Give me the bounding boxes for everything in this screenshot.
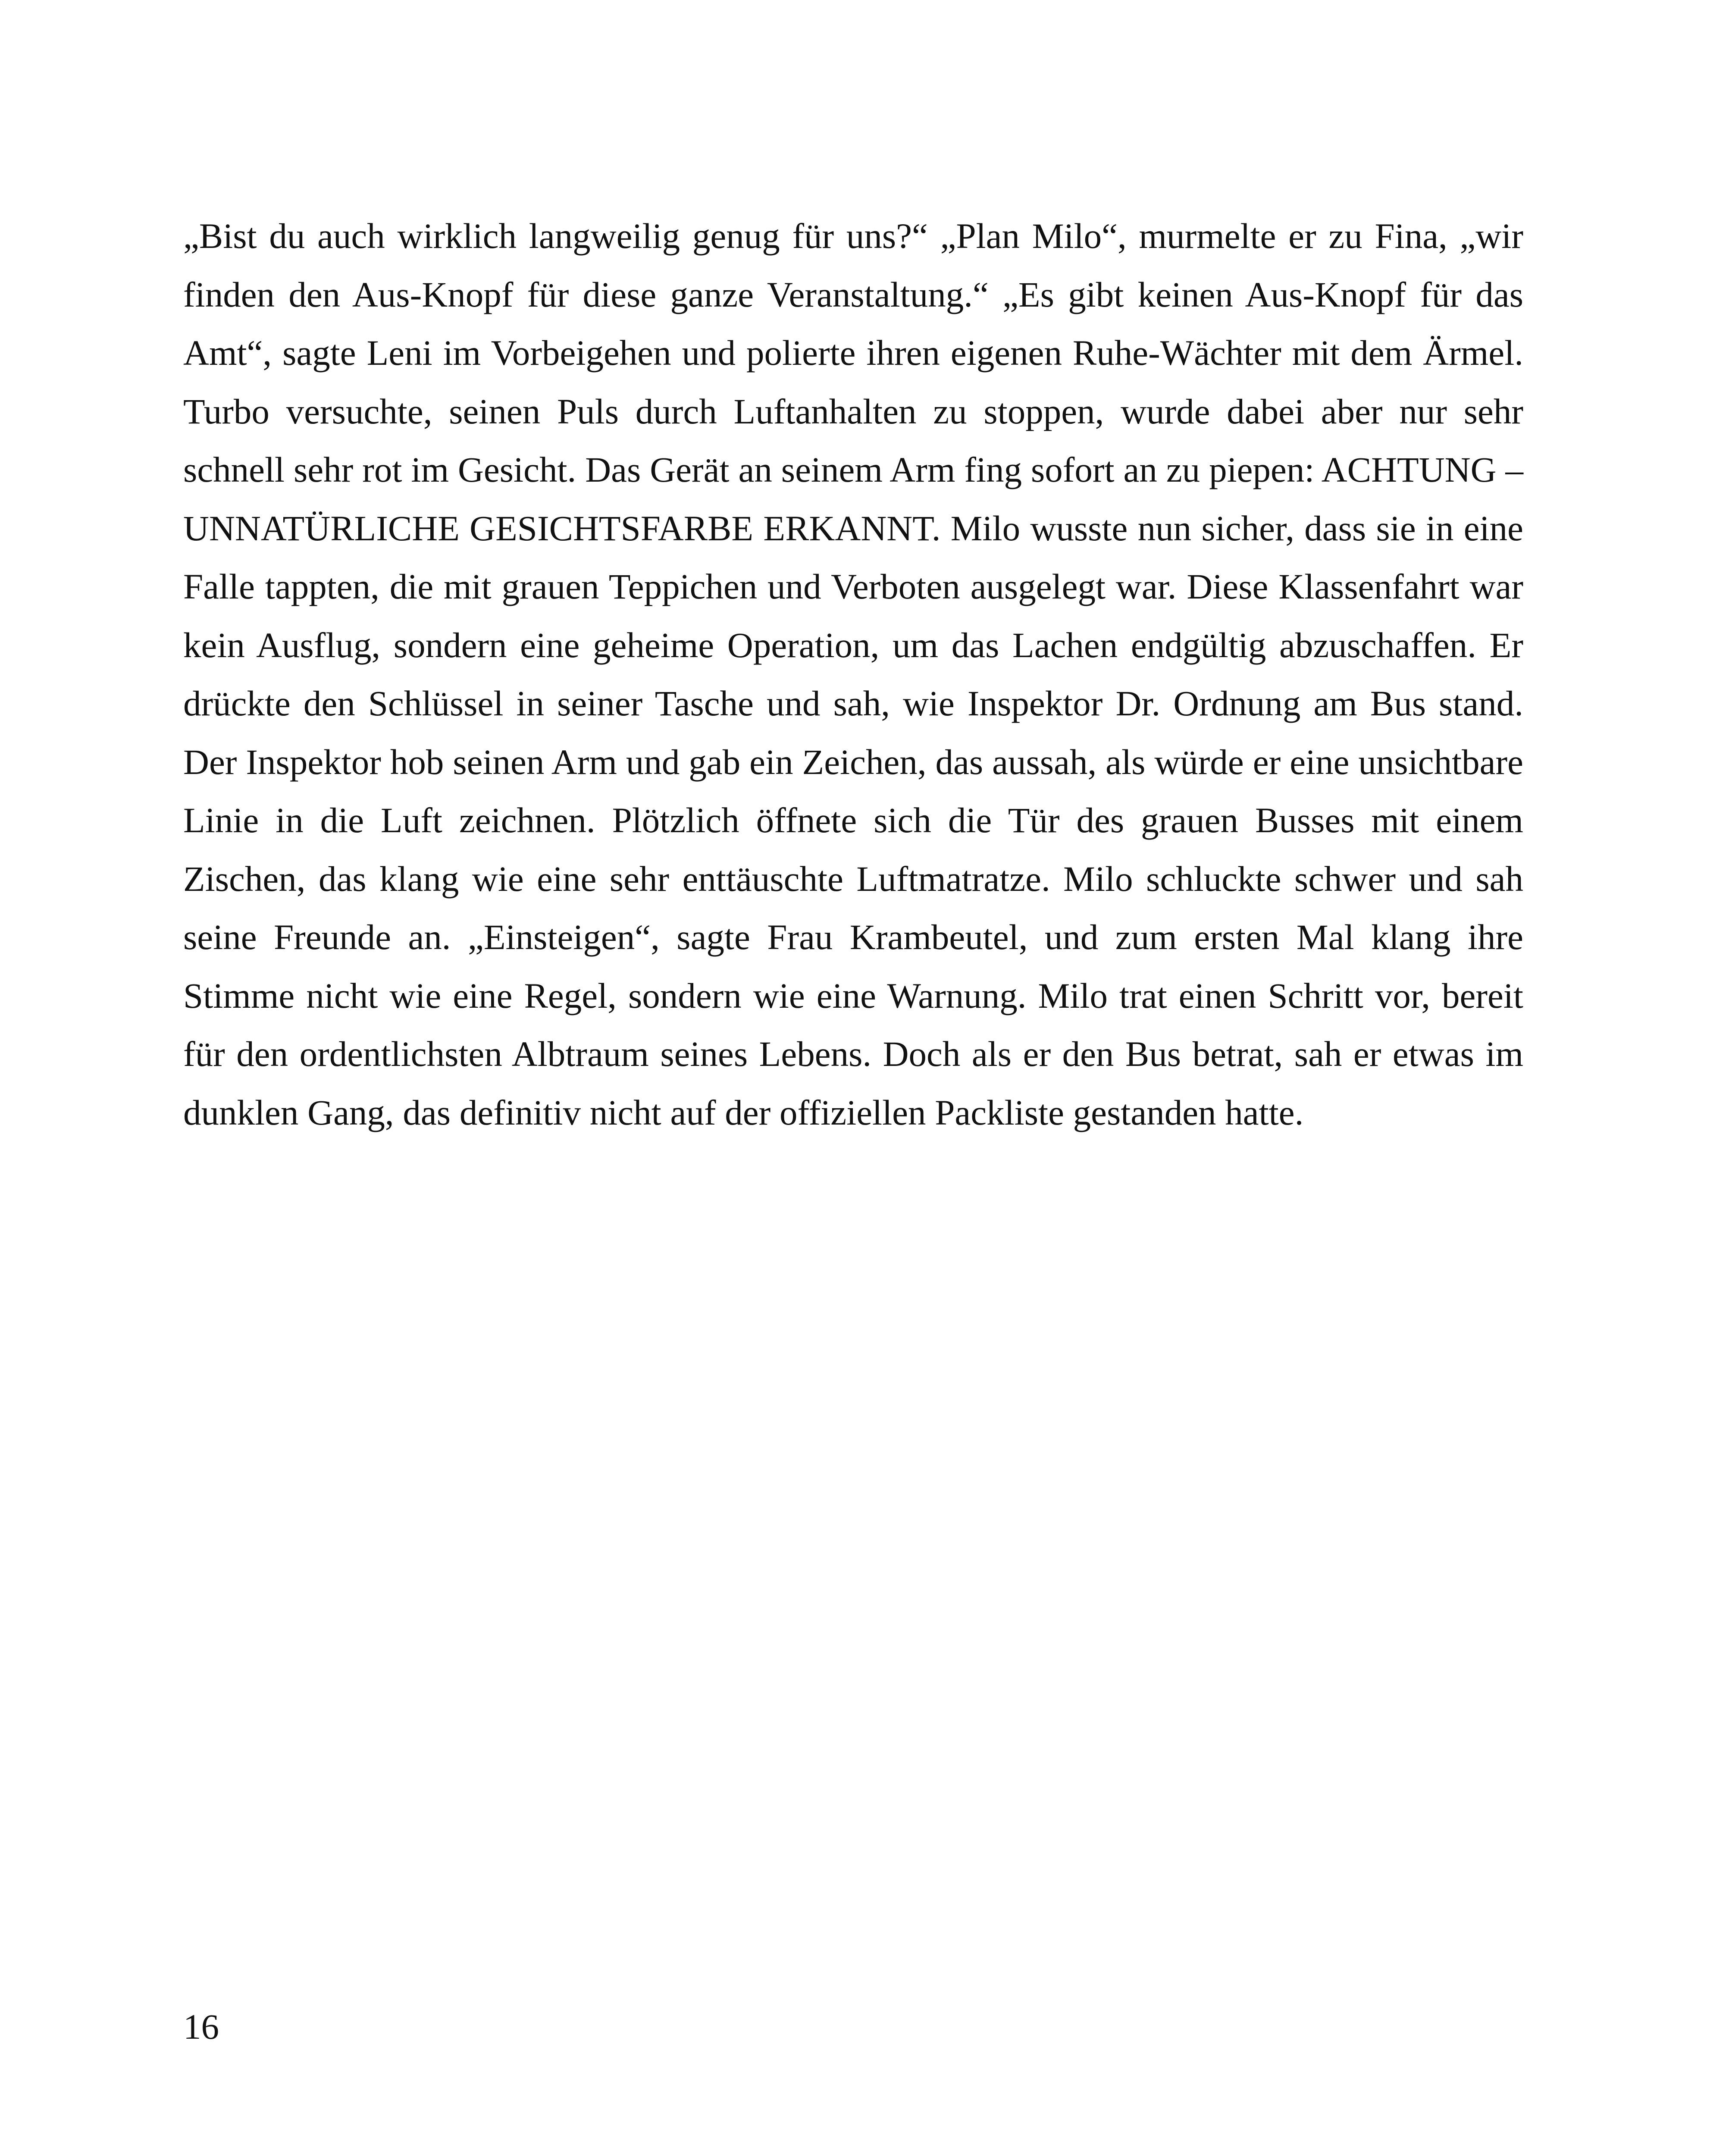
page-number: 16: [183, 2007, 219, 2046]
body-paragraph: „Bist du auch wirklich langweilig genug für uns?“ „Plan Milo“, murmelte er zu Fina, „wir finden den Aus-Knopf für diese ganze Veranstaltung.“ „Es gibt keinen Aus-Knopf für das Amt“, sagte Leni im Vorbeigehen und polierte ihren eigenen Ruhe-Wächter mit dem Ärmel. Turbo versuchte, seinen Puls durch Luftanhalten zu stoppen, wurde dabei aber nur sehr schnell sehr rot im Gesicht. Das Gerät an seinem Arm fing sofort an zu piepen: ACHTUNG – UNNATÜRLICHE GESICHTSFARBE ERKANNT. Milo wusste nun sicher, dass sie in eine Falle tappten, die mit grauen Teppichen und Verboten ausgelegt war. Diese Klassenfahrt war kein Ausflug, sondern eine geheime Operation, um das Lachen endgültig abzuschaffen. Er drückte den Schlüssel in seiner Tasche und sah, wie Inspektor Dr. Ordnung am Bus stand. Der Inspektor hob seinen Arm und gab ein Zeichen, das aussah, als würde er eine unsichtbare Linie in die Luft zeichnen. Plötzlich öffnete sich die Tür des grauen Busses mit einem Zischen, das klang wie eine sehr enttäuschte Luftmatratze. Milo schluckte schwer und sah seine Freunde an. „Einsteigen“, sagte Frau Krambeutel, und zum ersten Mal klang ihre Stimme nicht wie eine Regel, sondern wie eine Warnung. Milo trat einen Schritt vor, bereit für den ordentlichsten Albtraum seines Lebens. Doch als er den Bus betrat, sah er etwas im dunklen Gang, das definitiv nicht auf der offiziellen Packliste gestanden hatte.: [183, 216, 1523, 1132]
